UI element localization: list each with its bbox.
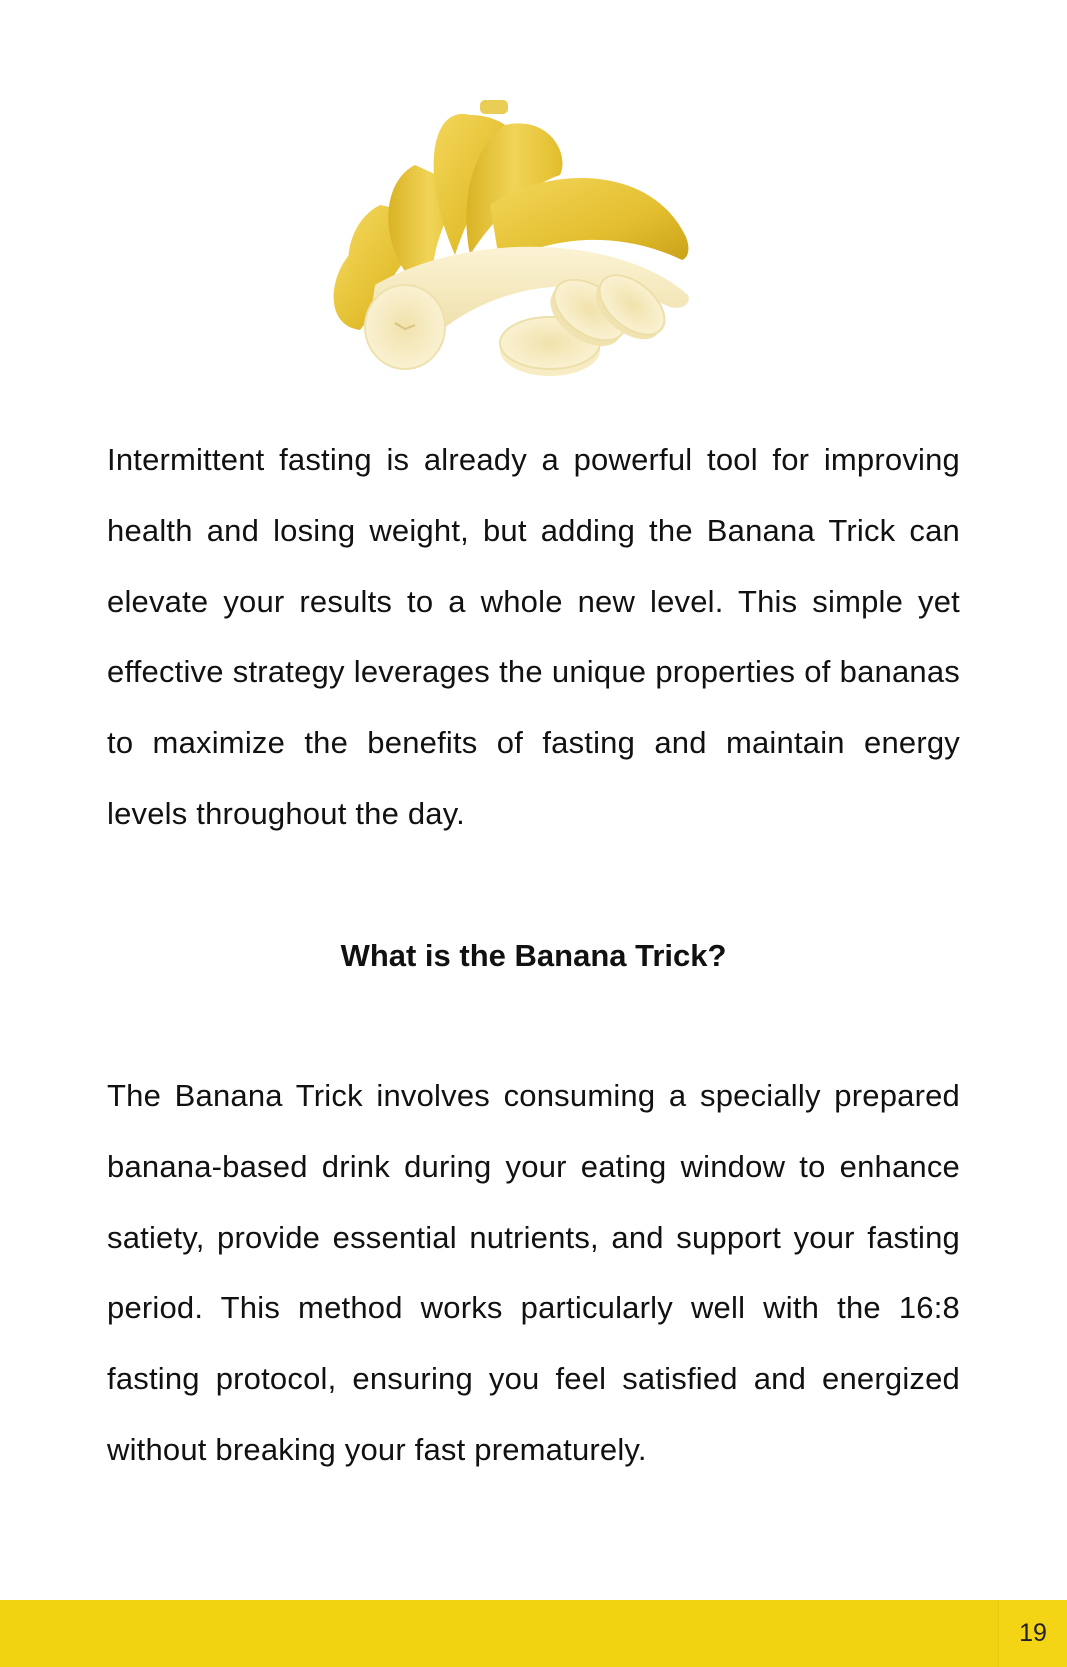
- intro-paragraph: Intermittent fasting is already a powerful tool for improving health and losing weight, but adding the Banana Trick can elevate your results to a whole new level. This simple yet effective strategy leverages the unique properties of bananas to maximize the benefits of fasting and maintain energy levels throughout the day.: [107, 442, 960, 831]
- banana-trick-paragraph: The Banana Trick involves consuming a specially prepared banana-based drink during your eating window to enhance satiety, provide essential nutrients, and support your fasting period. This method works particularly well with the 16:8 fasting protocol, ensuring you feel satisfied and energized without breaking your fast prematurely.: [107, 1078, 960, 1467]
- banana-bunch-icon: [320, 95, 740, 415]
- page-number: 19: [998, 1600, 1067, 1667]
- section-heading: What is the Banana Trick?: [340, 938, 727, 973]
- footer-bar: [0, 1600, 1067, 1667]
- banana-illustration: [320, 95, 740, 415]
